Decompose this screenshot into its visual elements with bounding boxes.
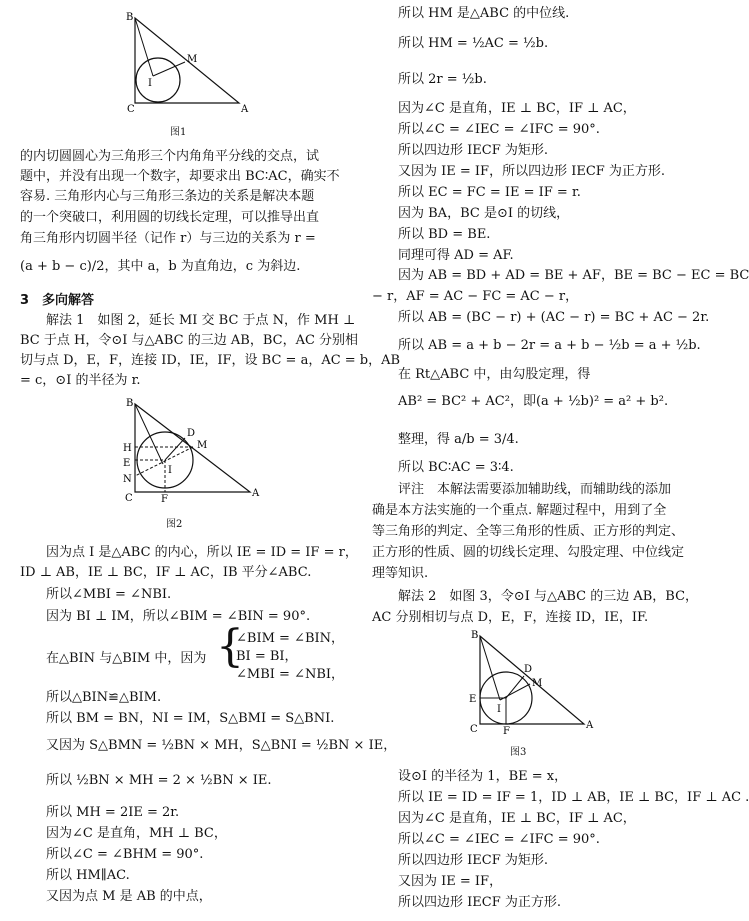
right-line-8: 所以 EC = FC = IE = IF = r. (398, 185, 581, 200)
fig2-label-F: F (161, 494, 168, 505)
m2-line-1: 设⊙I 的半径为 1，BE = x， (398, 769, 568, 784)
right-line-13: − r，AF = AC − FC = AC − r， (372, 289, 579, 304)
method1-line-2: BC 于点 H，令⊙I 与△ABC 的三边 AB，BC，AC 分别相 (20, 333, 359, 348)
fig2-label-H: H (123, 443, 132, 454)
comment-line-1: 评注 本解法需要添加辅助线，而辅助线的添加 (398, 482, 672, 497)
comment-line-4: 正方形的性质、圆的切线长定理、勾股定理、中位线定 (372, 545, 685, 560)
fig2-label-B: B (126, 398, 134, 409)
fig3-label-I: I (497, 704, 501, 715)
system-eq-1: ∠BIM = ∠BIN， (236, 631, 345, 646)
right-line-10: 所以 BD = BE. (398, 227, 491, 242)
fig2-label-E: E (123, 458, 131, 469)
m2-line-4: 所以∠C = ∠IEC = ∠IFC = 90°. (398, 832, 600, 847)
fig2-label-N: N (123, 474, 132, 485)
fig3-label-A: A (586, 720, 594, 731)
proof2-line-5: 所以 MH = 2IE = 2r. (46, 805, 180, 820)
proof2-line-4: 所以 ½BN × MH = 2 × ½BN × IE. (46, 773, 272, 788)
fig1-label-I: I (148, 78, 152, 89)
right-line-14: 所以 AB = (BC − r) + (AC − r) = BC + AC − 2r. (398, 310, 710, 325)
fig2-label-M: M (197, 440, 208, 451)
intro-line-5: 角三角形内切圆半径（记作 r）与三边的关系为 r = (20, 231, 316, 246)
proof2-line-7: 所以∠C = ∠BHM = 90°. (46, 847, 204, 862)
proof2-line-2: 所以 BM = BN，NI = IM，S△BMI = S△BNI. (46, 711, 335, 726)
intro-line-3: 容易. 三角形内心与三角形三条边的关系是解决本题 (20, 189, 315, 204)
right-line-4: 因为∠C 是直角，IE ⊥ BC，IF ⊥ AC， (398, 101, 636, 116)
proof2-line-9: 又因为点 M 是 AB 的中点， (46, 889, 212, 904)
fig3-label-D: D (524, 664, 533, 675)
system-brace: { (216, 621, 244, 672)
fig1-label-M: M (187, 54, 198, 65)
fig3-label-M: M (532, 678, 543, 689)
proof2-line-1: 所以△BIN≌△BIM. (46, 690, 162, 705)
fig3-label-B: B (471, 630, 479, 641)
figure-1 (115, 10, 265, 118)
fig2-label-D: D (187, 428, 196, 439)
right-line-15: 所以 AB = a + b − 2r = a + b − ½b = a + ½b. (398, 338, 701, 353)
proof-line-1: 因为点 I 是△ABC 的内心，所以 IE = ID = IF = r， (46, 545, 358, 560)
m2-line-7: 所以四边形 IECF 为正方形. (398, 895, 561, 910)
system-prefix: 在△BIN 与△BIM 中，因为 (46, 651, 207, 666)
right-line-2: 所以 HM = ½AC = ½b. (398, 36, 549, 51)
intro-line-1: 的内切圆圆心为三角形三个内角角平分线的交点，试 (20, 149, 320, 164)
method2-line-2: AC 分别相切与点 D，E，F，连接 ID，IE，IF. (372, 610, 649, 625)
m2-line-2: 所以 IE = ID = IF = 1，ID ⊥ AB，IE ⊥ BC，IF ⊥ AC . (398, 790, 749, 805)
section-heading: 3 多向解答 (20, 293, 95, 308)
right-line-19: 所以 BC∶AC = 3∶4. (398, 460, 514, 475)
right-line-17: AB² = BC² + AC²，即(a + ½b)² = a² + b². (398, 394, 669, 409)
figure-2 (115, 396, 265, 508)
fig2-label-C: C (125, 493, 133, 504)
proof-line-4: 因为 BI ⊥ IM，所以∠BIM = ∠BIN = 90°. (46, 609, 311, 624)
right-line-7: 又因为 IE = IF，所以四边形 IECF 为正方形. (398, 164, 666, 179)
m2-line-5: 所以四边形 IECF 为矩形. (398, 853, 548, 868)
right-line-6: 所以四边形 IECF 为矩形. (398, 143, 548, 158)
comment-line-5: 理等知识. (372, 566, 429, 581)
proof2-line-8: 所以 HM∥AC. (46, 868, 130, 883)
figure-2-caption: 图2 (166, 519, 183, 530)
fig3-label-F: F (503, 726, 510, 737)
figure-1-caption: 图1 (170, 127, 187, 138)
fig2-label-I: I (168, 465, 172, 476)
comment-line-3: 等三角形的判定、全等三角形的性质、正方形的判定、 (372, 524, 685, 539)
right-line-16: 在 Rt△ABC 中，由勾股定理，得 (398, 367, 591, 382)
system-eq-3: ∠MBI = ∠NBI， (236, 667, 345, 682)
intro-line-2: 题中，并没有出现一个数字，却要求出 BC∶AC，确实不 (20, 169, 340, 184)
fig3-label-E: E (469, 694, 477, 705)
m2-line-3: 因为∠C 是直角，IE ⊥ BC，IF ⊥ AC， (398, 811, 636, 826)
right-line-3: 所以 2r = ½b. (398, 72, 487, 87)
method2-line-1: 解法 2 如图 3，令⊙I 与△ABC 的三边 AB，BC， (398, 589, 699, 604)
comment-line-2: 确是本方法实施的一个重点. 解题过程中，用到了全 (372, 503, 667, 518)
fig1-label-C: C (127, 104, 135, 115)
figure-3-caption: 图3 (510, 747, 527, 758)
right-line-1: 所以 HM 是△ABC 的中位线. (398, 6, 570, 21)
right-line-11: 同理可得 AD = AF. (398, 248, 514, 263)
fig1-label-A: A (241, 104, 249, 115)
right-line-9: 因为 BA，BC 是⊙I 的切线， (398, 206, 570, 221)
method1-line-1: 解法 1 如图 2，延长 MI 交 BC 于点 N，作 MH ⊥ (46, 313, 356, 328)
proof2-line-3: 又因为 S△BMN = ½BN × MH，S△BNI = ½BN × IE， (46, 738, 397, 753)
right-line-18: 整理，得 a/b = 3/4. (398, 432, 519, 447)
intro-line-6: (a + b − c)/2，其中 a，b 为直角边，c 为斜边. (20, 259, 301, 274)
proof-line-2: ID ⊥ AB，IE ⊥ BC，IF ⊥ AC，IB 平分∠ABC. (20, 565, 312, 580)
method1-line-3: 切与点 D，E，F，连接 ID，IE，IF，设 BC = a，AC = b，AB (20, 353, 401, 368)
fig2-label-A: A (252, 488, 260, 499)
fig3-label-C: C (470, 724, 478, 735)
system-equations (236, 630, 344, 684)
method1-line-4: = c，⊙I 的半径为 r. (20, 373, 141, 388)
proof2-line-6: 因为∠C 是直角，MH ⊥ BC， (46, 826, 227, 841)
fig1-label-B: B (126, 12, 134, 23)
m2-line-6: 又因为 IE = IF， (398, 874, 503, 889)
right-line-5: 所以∠C = ∠IEC = ∠IFC = 90°. (398, 122, 600, 137)
figure-3 (462, 628, 607, 736)
intro-line-4: 的一个突破口，利用圆的切线长定理，可以推导出直 (20, 210, 320, 225)
proof-line-3: 所以∠MBI = ∠NBI. (46, 587, 172, 602)
system-eq-2: BI = BI， (236, 649, 298, 664)
right-line-12: 因为 AB = BD + AD = BE + AF，BE = BC − EC = BC (398, 268, 749, 283)
